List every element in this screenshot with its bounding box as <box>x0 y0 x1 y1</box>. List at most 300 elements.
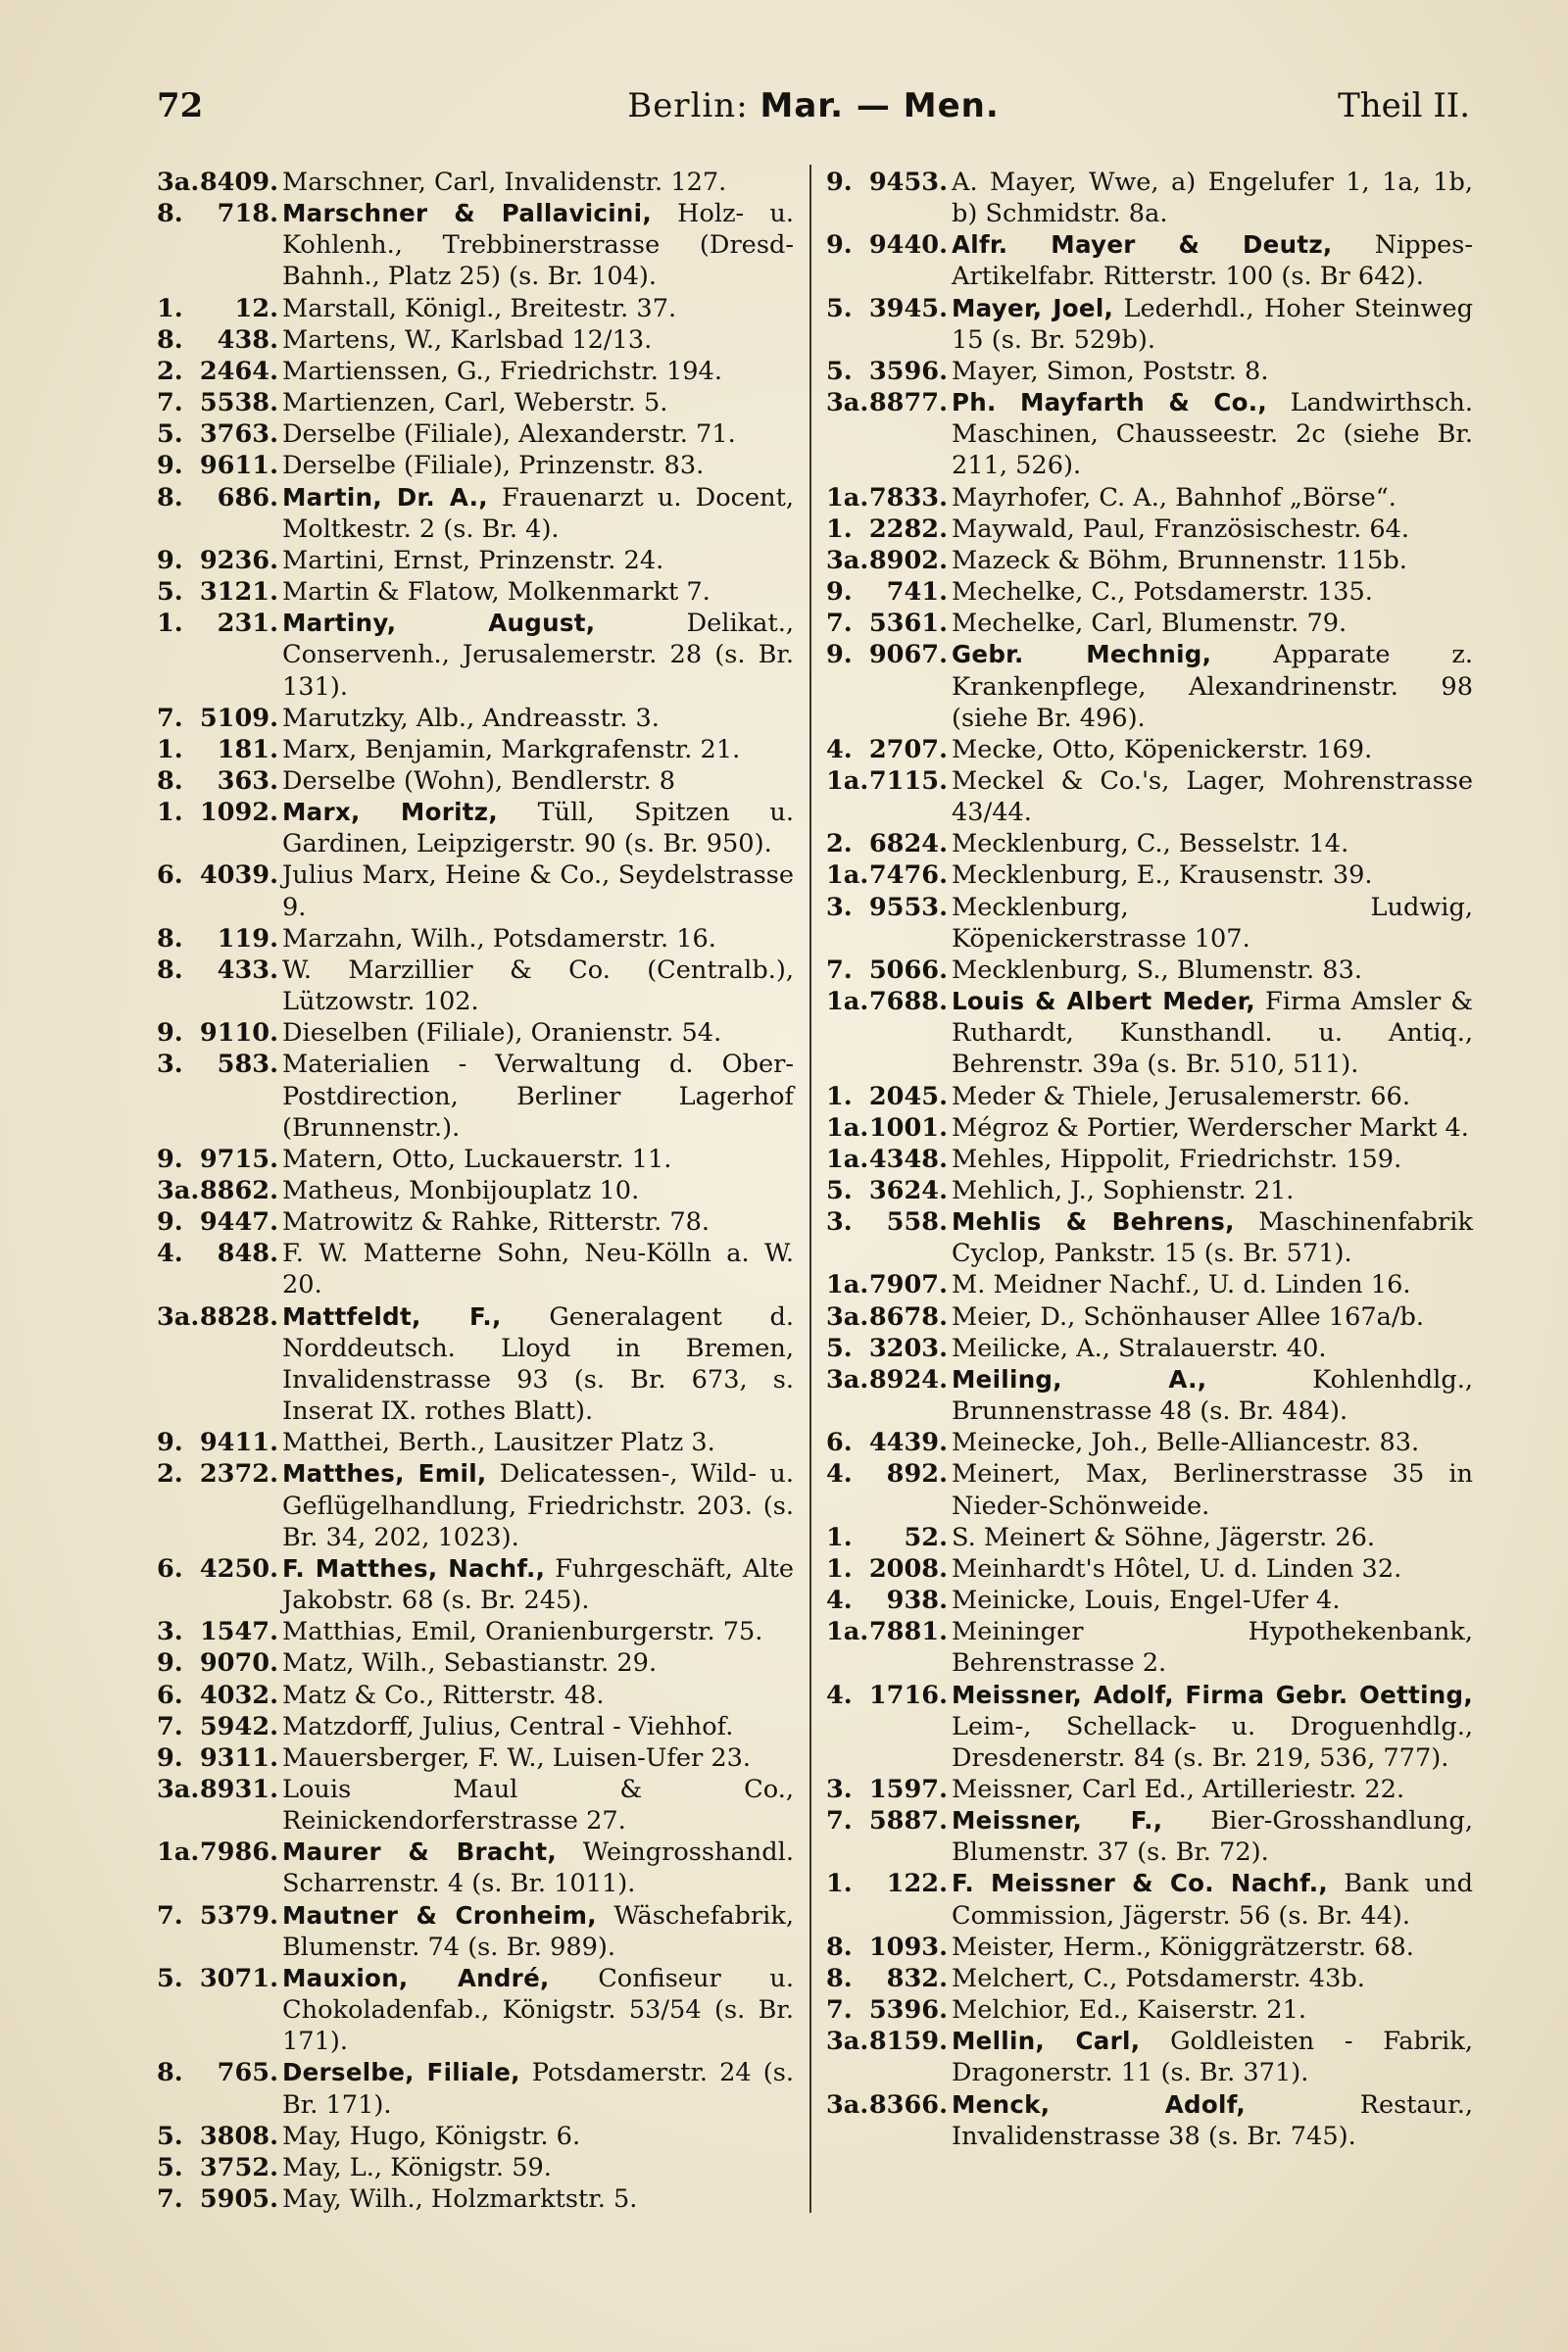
entry-text: Nippes-Artikelfabr. Ritterstr. 100 (s. Br 642). <box>952 230 1473 292</box>
directory-entry <box>826 859 1473 891</box>
phone-number <box>157 1427 278 1458</box>
line-number: 1093. <box>868 1932 948 1962</box>
line-number: 9311. <box>199 1742 278 1773</box>
exchange-code: 1a. <box>826 1144 869 1174</box>
exchange-code: 1. <box>157 798 183 828</box>
exchange-code: 4. <box>157 1239 183 1269</box>
phone-number <box>826 1868 948 1899</box>
alpha-range: Mar. — Men. <box>760 86 1000 125</box>
directory-entry <box>157 1144 794 1175</box>
directory-entry <box>157 1017 794 1049</box>
phone-number <box>826 765 948 797</box>
entry-text: Mayer, Simon, Poststr. 8. <box>952 356 1269 386</box>
line-number: 686. <box>217 482 278 513</box>
line-number: 3121. <box>199 577 278 608</box>
directory-entry <box>157 1711 794 1742</box>
line-number: 4250. <box>199 1553 278 1584</box>
exchange-code: 3a. <box>826 1364 869 1395</box>
exchange-code: 8. <box>157 765 183 796</box>
entry-text: Generalagent d. Norddeutsch. Lloyd in Bremen, Invalidenstrasse 93 (s. Br. 673, s. Inserat IX. rothes Blatt). <box>282 1301 795 1427</box>
directory-entry <box>826 1458 1473 1521</box>
phone-number <box>157 797 278 828</box>
line-number: 7833. <box>868 482 948 513</box>
exchange-code: 6. <box>157 860 183 891</box>
directory-entry <box>157 1900 794 1963</box>
phone-number <box>826 1774 948 1805</box>
line-number: 1716. <box>868 1680 948 1710</box>
entry-text: Firma Amsler & Ruthardt, Kunsthandl. u. Antiq., Behrenstr. 39a (s. Br. 510, 511). <box>952 987 1473 1080</box>
firm-name: Meiling, A., <box>952 1364 1207 1394</box>
directory-entry <box>157 1837 794 1899</box>
entry-text: Derselbe (Filiale), Prinzenstr. 83. <box>282 451 705 481</box>
exchange-code: 1. <box>826 1522 853 1552</box>
entry-text: Meinicke, Louis, Engel-Ufer 4. <box>952 1586 1341 1616</box>
entry-text: Lederhdl., Hoher Steinweg 15 (s. Br. 529b). <box>952 293 1473 355</box>
entry-text: Derselbe (Filiale), Alexanderstr. 71. <box>282 419 736 450</box>
line-number: 765. <box>217 2058 278 2088</box>
entry-text: Melchert, C., Potsdamerstr. 43b. <box>952 1963 1365 1993</box>
line-number: 5887. <box>868 1806 948 1837</box>
phone-number <box>826 1553 948 1585</box>
exchange-code: 3a. <box>826 2027 869 2057</box>
line-number: 718. <box>217 199 278 229</box>
exchange-code: 8. <box>157 482 183 513</box>
exchange-code: 1. <box>826 514 853 544</box>
phone-number <box>157 1742 278 1774</box>
exchange-code: 5. <box>157 2121 183 2151</box>
phone-number <box>826 1206 948 1238</box>
phone-number <box>157 1144 278 1175</box>
line-number: 122. <box>886 1869 948 1899</box>
phone-number <box>157 1774 278 1805</box>
entry-text: Meissner, Carl Ed., Artilleriestr. 22. <box>952 1774 1405 1804</box>
entry-text: Marutzky, Alb., Andreasstr. 3. <box>282 703 660 733</box>
directory-entry <box>157 1963 794 2057</box>
line-number: 9110. <box>199 1018 278 1049</box>
firm-name: Maurer & Bracht, <box>282 1838 557 1867</box>
phone-number <box>826 229 948 261</box>
exchange-code: 8. <box>157 923 183 954</box>
directory-entry <box>157 1680 794 1711</box>
firm-name: Martin, Dr. A., <box>282 482 488 512</box>
line-number: 3624. <box>868 1176 948 1205</box>
line-number: 363. <box>217 765 278 796</box>
directory-entry <box>157 2152 794 2183</box>
exchange-code: 9. <box>157 1207 183 1238</box>
directory-entry <box>826 387 1473 481</box>
directory-entry <box>157 955 794 1017</box>
phone-number <box>826 1932 948 1963</box>
running-title <box>157 86 1470 125</box>
phone-number <box>826 167 948 198</box>
firm-name: Matthes, Emil, <box>282 1459 487 1489</box>
line-number: 848. <box>217 1239 278 1269</box>
phone-number <box>826 1458 948 1490</box>
entry-text: A. Mayer, Wwe, a) Engelufer 1, 1a, 1b, b) Schmidstr. 8a. <box>952 168 1473 229</box>
phone-number <box>157 418 278 450</box>
entry-text: Matern, Otto, Luckauerstr. 11. <box>282 1144 672 1174</box>
line-number: 832. <box>886 1963 948 1993</box>
entry-text: Mazeck & Böhm, Brunnenstr. 115b. <box>952 545 1407 575</box>
line-number: 938. <box>886 1586 948 1616</box>
directory-entry <box>157 1427 794 1458</box>
directory-entry <box>826 1364 1473 1427</box>
phone-number <box>157 198 278 229</box>
entry-text: Meier, D., Schönhauser Allee 167a/b. <box>952 1301 1425 1332</box>
line-number: 433. <box>217 955 278 985</box>
exchange-code: 5. <box>826 1176 853 1205</box>
exchange-code: 9. <box>157 1428 183 1458</box>
line-number: 2282. <box>868 514 948 544</box>
directory-entry <box>157 1206 794 1238</box>
phone-number <box>826 576 948 608</box>
entry-text: Maschinenfabrik Cyclop, Pankstr. 15 (s. Br. 571). <box>952 1207 1473 1269</box>
exchange-code: 3. <box>157 1617 183 1647</box>
exchange-code: 9. <box>157 545 183 575</box>
directory-entry <box>826 955 1473 986</box>
exchange-code: 9. <box>157 1018 183 1049</box>
entry-text: Matzdorff, Julius, Central - Viehhof. <box>282 1711 734 1741</box>
exchange-code: 6. <box>826 1428 853 1458</box>
phone-number <box>826 608 948 639</box>
entry-text: May, Wilh., Holzmarktstr. 5. <box>282 2184 638 2214</box>
page-number: 72 <box>157 86 204 125</box>
phone-number <box>826 955 948 986</box>
phone-number <box>157 356 278 387</box>
directory-entry <box>826 2026 1473 2088</box>
entry-text: Matz & Co., Ritterstr. 48. <box>282 1680 605 1710</box>
exchange-code: 9. <box>157 1742 183 1773</box>
exchange-code: 1. <box>157 734 183 764</box>
directory-entry <box>826 986 1473 1080</box>
directory-entry <box>157 1742 794 1774</box>
firm-name: Ph. Mayfarth & Co., <box>952 388 1267 417</box>
line-number: 5109. <box>199 703 278 733</box>
directory-entry <box>826 293 1473 356</box>
directory-entry <box>826 1868 1473 1931</box>
phone-number <box>826 1364 948 1396</box>
directory-entry <box>826 1932 1473 1963</box>
phone-number <box>157 1238 278 1269</box>
entry-text: Mechelke, Carl, Blumenstr. 79. <box>952 609 1348 639</box>
directory-entry <box>826 1269 1473 1300</box>
exchange-code: 7. <box>157 2184 183 2214</box>
directory-entry <box>826 1522 1473 1553</box>
exchange-code: 6. <box>157 1553 183 1584</box>
entry-text: Marschner, Carl, Invalidenstr. 127. <box>282 168 727 197</box>
phone-number <box>157 450 278 481</box>
line-number: 5361. <box>868 609 948 639</box>
exchange-code: 7. <box>826 609 853 639</box>
exchange-code: 1a. <box>826 1617 869 1647</box>
line-number: 8902. <box>868 545 948 575</box>
entry-text: Bank und Commission, Jägerstr. 56 (s. Br. 44). <box>952 1869 1473 1931</box>
entry-text: Confiseur u. Chokoladenfab., Königstr. 53/54 (s. Br. 171). <box>282 1963 794 2057</box>
directory-entry <box>157 198 794 292</box>
directory-entry <box>157 859 794 922</box>
directory-entry <box>826 356 1473 387</box>
line-number: 892. <box>886 1459 948 1490</box>
line-number: 3808. <box>199 2121 278 2151</box>
entry-text: Frauenarzt u. Docent, Moltkestr. 2 (s. Br. 4). <box>282 482 795 544</box>
directory-entry <box>826 1144 1473 1175</box>
entry-text: Martienssen, G., Friedrichstr. 194. <box>282 356 722 386</box>
entry-text: Matrowitz & Rahke, Ritterstr. 78. <box>282 1207 710 1238</box>
exchange-code: 8. <box>157 955 183 985</box>
line-number: 8924. <box>868 1364 948 1395</box>
entry-text: May, Hugo, Königstr. 6. <box>282 2121 581 2151</box>
exchange-code: 1a. <box>826 765 869 796</box>
line-number: 181. <box>217 734 278 764</box>
column-divider <box>809 165 811 2213</box>
phone-number <box>826 293 948 324</box>
line-number: 558. <box>886 1207 948 1238</box>
directory-entry <box>826 1680 1473 1774</box>
directory-entry <box>157 387 794 418</box>
line-number: 6824. <box>868 829 948 859</box>
line-number: 8931. <box>199 1774 278 1804</box>
line-number: 4439. <box>868 1428 948 1458</box>
line-number: 1547. <box>199 1617 278 1647</box>
phone-number <box>826 1427 948 1458</box>
line-number: 8409. <box>199 168 278 197</box>
phone-number <box>826 892 948 923</box>
directory-entry <box>826 229 1473 292</box>
directory-entry <box>157 576 794 608</box>
line-number: 8159. <box>868 2027 948 2057</box>
directory-entry <box>157 1301 794 1428</box>
exchange-code: 9. <box>157 451 183 481</box>
exchange-code: 7. <box>826 1806 853 1837</box>
line-number: 9067. <box>868 640 948 670</box>
line-number: 3752. <box>199 2152 278 2182</box>
firm-name: Marx, Moritz, <box>282 798 498 827</box>
firm-name: F. Matthes, Nachf., <box>282 1553 546 1583</box>
entry-text: Meder & Thiele, Jerusalemerstr. 66. <box>952 1081 1410 1111</box>
directory-entry <box>826 1963 1473 1994</box>
entry-text: Materialien - Verwaltung d. Ober-Postdirection, Berliner Lagerhof (Brunnenstr.). <box>282 1050 794 1143</box>
exchange-code: 8. <box>826 1963 853 1993</box>
phone-number <box>157 1616 278 1647</box>
entry-text: Kohlenhdlg., Brunnenstrasse 48 (s. Br. 484). <box>952 1364 1473 1427</box>
entry-text: Marstall, Königl., Breitestr. 37. <box>282 293 677 323</box>
directory-entry <box>826 608 1473 639</box>
phone-number <box>157 1458 278 1490</box>
entry-text: Mehlich, J., Sophienstr. 21. <box>952 1176 1295 1205</box>
directory-entry <box>157 2057 794 2120</box>
line-number: 231. <box>217 609 278 639</box>
exchange-code: 4. <box>826 1680 853 1710</box>
exchange-code: 8. <box>157 2058 183 2088</box>
directory-entry <box>826 1427 1473 1458</box>
line-number: 7881. <box>868 1617 948 1647</box>
line-number: 3763. <box>199 419 278 450</box>
phone-number <box>157 955 278 986</box>
exchange-code: 1a. <box>826 860 869 891</box>
line-number: 7476. <box>868 860 948 891</box>
exchange-code: 8. <box>826 1932 853 1962</box>
directory-entry <box>157 1175 794 1206</box>
phone-number <box>826 1680 948 1711</box>
exchange-code: 3a. <box>826 2089 869 2120</box>
entry-text: Weingrosshandl. Scharrenstr. 4 (s. Br. 1011). <box>282 1838 794 1899</box>
line-number: 5905. <box>199 2184 278 2214</box>
firm-name: Mehlis & Behrens, <box>952 1207 1235 1237</box>
exchange-code: 3a. <box>826 1301 869 1332</box>
entry-text: Meinecke, Joh., Belle-Alliancestr. 83. <box>952 1428 1420 1458</box>
firm-name: Marschner & Pallavicini, <box>282 199 652 228</box>
directory-entry <box>826 2089 1473 2152</box>
phone-number <box>157 2183 278 2215</box>
line-number: 7986. <box>199 1838 278 1868</box>
entry-text: Mechelke, C., Potsdamerstr. 135. <box>952 577 1373 608</box>
exchange-code: 9. <box>157 1648 183 1679</box>
phone-number <box>826 1269 948 1300</box>
phone-number <box>157 1553 278 1585</box>
entry-text: Mehles, Hippolit, Friedrichstr. 159. <box>952 1144 1402 1174</box>
line-number: 9553. <box>868 892 948 922</box>
phone-number <box>157 576 278 608</box>
entry-text: Marzahn, Wilh., Potsdamerstr. 16. <box>282 923 716 954</box>
entry-text: Goldleisten - Fabrik, Dragonerstr. 11 (s. Br. 371). <box>952 2027 1473 2088</box>
phone-number <box>157 859 278 891</box>
entry-text: Mayrhofer, C. A., Bahnhof „Börse“. <box>952 482 1396 513</box>
exchange-code: 7. <box>826 1995 853 2026</box>
entry-text: Meininger Hypothekenbank, Behrenstrasse 2. <box>952 1617 1473 1679</box>
entry-text: Mecke, Otto, Köpenickerstr. 169. <box>952 734 1373 764</box>
entry-text: Matz, Wilh., Sebastianstr. 29. <box>282 1648 658 1679</box>
entry-text: Wäschefabrik, Blumenstr. 74 (s. Br. 989). <box>282 1900 794 1962</box>
directory-entry <box>826 1206 1473 1269</box>
entry-text: Landwirthsch. Maschinen, Chausseestr. 2c (siehe Br. 211, 526). <box>952 388 1473 481</box>
phone-number <box>157 2152 278 2183</box>
exchange-code: 4. <box>826 734 853 764</box>
phone-number <box>157 324 278 356</box>
entry-text: Maywald, Paul, Französischestr. 64. <box>952 514 1410 544</box>
directory-entry <box>157 2121 794 2152</box>
directory-entry <box>826 167 1473 229</box>
exchange-code: 3a. <box>826 388 869 418</box>
phone-number <box>157 1049 278 1080</box>
exchange-code: 5. <box>826 293 853 323</box>
phone-number <box>157 1963 278 1994</box>
entry-text: Martin & Flatow, Molkenmarkt 7. <box>282 577 710 608</box>
directory-entry <box>157 1238 794 1300</box>
exchange-code: 1a. <box>826 1112 869 1143</box>
exchange-code: 9. <box>826 168 853 197</box>
entry-text: Meilicke, A., Stralauerstr. 40. <box>952 1333 1327 1363</box>
exchange-code: 3a. <box>826 545 869 575</box>
phone-number <box>826 828 948 859</box>
entry-text: Martens, W., Karlsbad 12/13. <box>282 324 653 355</box>
phone-number <box>157 1175 278 1206</box>
phone-number <box>157 293 278 324</box>
directory-entry <box>826 482 1473 514</box>
exchange-code: 3a. <box>157 168 200 197</box>
entry-text: Julius Marx, Heine & Co., Seydelstrasse 9. <box>282 860 794 922</box>
directory-entry <box>157 1458 794 1552</box>
line-number: 9611. <box>199 451 278 481</box>
line-number: 5942. <box>199 1711 278 1741</box>
firm-name: Meissner, F., <box>952 1806 1163 1836</box>
directory-entry <box>826 514 1473 545</box>
directory-entry <box>157 545 794 576</box>
directory-entry <box>157 608 794 702</box>
line-number: 9411. <box>199 1428 278 1458</box>
exchange-code: 9. <box>826 640 853 670</box>
exchange-code: 9. <box>157 1144 183 1174</box>
entry-text: Leim-, Schellack- u. Droguenhdlg., Dresdenerstr. 84 (s. Br. 219, 536, 777). <box>952 1711 1473 1773</box>
entry-text: Mecklenburg, C., Besselstr. 14. <box>952 829 1349 859</box>
phone-number <box>157 2121 278 2152</box>
line-number: 583. <box>217 1050 278 1080</box>
right-column <box>826 167 1473 2152</box>
entry-text: Holz- u. Kohlenh., Trebbinerstrasse (Dresd- Bahnh., Platz 25) (s. Br. 104). <box>282 199 794 292</box>
entry-text: Potsdamerstr. 24 (s. Br. 171). <box>282 2058 794 2120</box>
phone-number <box>826 1301 948 1333</box>
phone-number <box>157 1206 278 1238</box>
phone-number <box>826 514 948 545</box>
line-number: 7907. <box>868 1270 948 1300</box>
directory-entry <box>826 1585 1473 1616</box>
entry-text: Mecklenburg, S., Blumenstr. 83. <box>952 955 1362 985</box>
entry-text: Matheus, Monbijouplatz 10. <box>282 1176 640 1205</box>
exchange-code: 1. <box>826 1869 853 1899</box>
line-number: 3071. <box>199 1963 278 1993</box>
exchange-code: 1a. <box>157 1838 200 1868</box>
entry-text: Martienzen, Carl, Weberstr. 5. <box>282 388 668 418</box>
phone-number <box>157 482 278 514</box>
directory-entry <box>157 1774 794 1837</box>
firm-name: Louis & Albert Meder, <box>952 987 1255 1016</box>
line-number: 1597. <box>868 1774 948 1804</box>
exchange-code: 5. <box>826 356 853 386</box>
directory-entry <box>157 1553 794 1616</box>
exchange-code: 2. <box>826 829 853 859</box>
directory-entry <box>157 734 794 765</box>
exchange-code: 3a. <box>157 1301 200 1332</box>
line-number: 8877. <box>868 388 948 418</box>
directory-entry <box>826 1081 1473 1112</box>
entry-text: Tüll, Spitzen u. Gardinen, Leipzigerstr. 90 (s. Br. 950). <box>282 798 794 859</box>
exchange-code: 5. <box>826 1333 853 1363</box>
page-header <box>157 86 1470 145</box>
line-number: 12. <box>234 293 278 323</box>
exchange-code: 3. <box>826 892 853 922</box>
firm-name: Mayer, Joel, <box>952 293 1114 322</box>
exchange-code: 1a. <box>826 1270 869 1300</box>
directory-entry <box>157 293 794 324</box>
directory-entry <box>826 828 1473 859</box>
entry-text: Fuhrgeschäft, Alte Jakobstr. 68 (s. Br. 245). <box>282 1553 795 1616</box>
line-number: 9447. <box>199 1207 278 1238</box>
entry-text: Mégroz & Portier, Werderscher Markt 4. <box>952 1112 1469 1143</box>
exchange-code: 7. <box>826 955 853 985</box>
line-number: 1092. <box>199 798 278 828</box>
exchange-code: 7. <box>157 388 183 418</box>
exchange-code: 3a. <box>157 1176 200 1205</box>
entry-text: Restaur., Invalidenstrasse 38 (s. Br. 745). <box>952 2089 1473 2151</box>
entry-text: Dieselben (Filiale), Oranienstr. 54. <box>282 1018 722 1049</box>
directory-entry <box>157 167 794 198</box>
entry-text: Delicatessen-, Wild- u. Geflügelhandlung, Friedrichstr. 203. (s. Br. 34, 202, 1023). <box>282 1459 794 1552</box>
phone-number <box>157 1017 278 1049</box>
part-label: Theil II. <box>1338 86 1470 125</box>
phone-number <box>826 545 948 576</box>
entry-text: Mauersberger, F. W., Luisen-Ufer 23. <box>282 1742 752 1773</box>
directory-entry <box>157 418 794 450</box>
phone-number <box>826 1333 948 1364</box>
